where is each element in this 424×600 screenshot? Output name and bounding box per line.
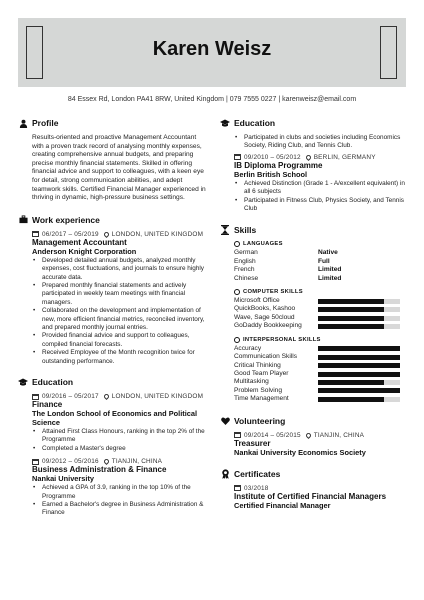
education-bullets [32, 428, 206, 453]
contact-line: 84 Essex Rd, London PA41 8RW, United Kingdom | 079 7555 0227 | karenweisz@email.com [67, 96, 357, 103]
education-heading [18, 377, 206, 387]
education-meta [234, 154, 408, 161]
language-level: Full [318, 257, 330, 265]
work-title: Work experience [32, 214, 100, 225]
volunteering-entry [220, 432, 408, 457]
frame-line [380, 26, 396, 27]
skill-level-fill [318, 307, 384, 312]
volunteering-location: TIANJIN, CHINA [313, 431, 365, 439]
profile-title: Profile [32, 118, 59, 128]
volunteering-dates: 09/2014 – 05/2015 [244, 431, 301, 439]
skills-title: Skills [234, 225, 257, 236]
skill-level-bar [318, 355, 400, 360]
skill-name: QuickBooks, Kashoo [234, 305, 296, 313]
education-school: The London School of Economics and Political Science [32, 409, 198, 428]
skill-level-fill [318, 346, 400, 351]
skill-row [234, 345, 408, 353]
language-level: Limited [318, 274, 342, 282]
education-dates: 09/2016 – 05/2017 [42, 393, 99, 401]
education-school: Berlin British School [234, 169, 308, 179]
briefcase-icon [18, 215, 28, 225]
skill-level-bar [318, 346, 400, 351]
work-meta [32, 231, 206, 238]
work-heading [18, 215, 206, 225]
skill-row [234, 387, 408, 395]
education-degree: IB Diploma Programme [234, 160, 323, 170]
skill-level-bar [318, 372, 400, 377]
language-name: German [234, 249, 258, 257]
skill-level-fill [318, 324, 384, 329]
education-location: LONDON, UNITED KINGDOM [111, 393, 204, 401]
skill-row [234, 395, 408, 403]
calendar-icon [234, 485, 241, 491]
skills-heading [220, 225, 408, 235]
skill-level-fill [318, 299, 384, 304]
skill-name: Accuracy [234, 344, 262, 352]
work-role: Management Accountant [32, 237, 127, 247]
graduation-cap-icon [220, 118, 230, 128]
language-name: French [234, 266, 255, 274]
volunteering-title: Volunteering [234, 415, 286, 426]
education-section-continued [220, 118, 408, 213]
skill-level-fill [318, 372, 400, 377]
list-item: • Participated in Fitness Club, Physics Society, and Tennis Club [234, 197, 408, 214]
right-column [220, 118, 408, 510]
language-row [234, 275, 408, 283]
education-location: BERLIN, GERMANY [313, 153, 376, 161]
education-entry [18, 393, 206, 453]
calendar-icon [234, 432, 241, 438]
calendar-icon [32, 394, 39, 400]
skill-row [234, 305, 408, 313]
computer-skills-title: COMPUTER SKILLS [243, 289, 303, 296]
skills-section [220, 225, 408, 403]
volunteering-heading [220, 416, 408, 426]
skill-level-bar [318, 299, 400, 304]
list-item: • Earned a Bachelor's degree in Business Administration & Finance [32, 501, 206, 518]
language-name: Chinese [234, 274, 259, 282]
skill-level-bar [318, 380, 400, 385]
list-item: • Provided financial advice and support to colleagues, compiled financial forecasts. [32, 332, 206, 349]
skill-name: Critical Thinking [234, 361, 281, 369]
education-title: Education [32, 377, 74, 388]
education-title: Education [234, 118, 276, 128]
profile-heading [18, 118, 206, 128]
list-item: • Collaborated on the development and implementation of new, more efficient financial metrics, reconciled inventory, and prepared monthly journal entries. [32, 307, 206, 332]
skill-level-fill [318, 363, 400, 368]
skill-level-fill [318, 355, 400, 360]
skill-level-bar [318, 307, 400, 312]
location-icon [305, 154, 312, 161]
skill-name: Good Team Player [234, 369, 289, 377]
left-column [18, 118, 206, 518]
skill-level-fill [318, 316, 384, 321]
volunteering-section [220, 416, 408, 457]
list-item: • Completed a Master's degree [32, 445, 206, 453]
skill-row [234, 370, 408, 378]
heart-icon [220, 416, 230, 426]
list-item: • Prepared monthly financial statements and actively participated in weekly team meetings with financial managers. [32, 282, 206, 307]
location-icon [103, 393, 110, 400]
list-item: • Developed detailed annual budgets, analyzed monthly expenses, cost fluctuations, and journals to ensure highly accurate data. [32, 257, 206, 282]
skill-row [234, 378, 408, 386]
skill-name: GoDaddy Bookkeeping [234, 322, 302, 330]
skill-name: Wave, Sage 50cloud [234, 313, 295, 321]
education-location: TIANJIN, CHINA [111, 458, 163, 466]
education-entry [220, 134, 408, 213]
calendar-icon [32, 231, 39, 237]
education-school: Nankai University [32, 474, 95, 484]
education-degree: Business Administration & Finance [32, 465, 167, 475]
work-dates: 06/2017 – 05/2019 [42, 230, 99, 238]
languages-title: LANGUAGES [243, 241, 283, 248]
language-level: Native [318, 249, 338, 257]
skill-level-bar [318, 388, 400, 393]
volunteering-role: Treasurer [234, 438, 271, 448]
volunteering-meta [234, 432, 408, 439]
computer-skills-list [234, 297, 408, 331]
skill-name: Communication Skills [234, 353, 298, 361]
skill-name: Time Management [234, 395, 289, 403]
circle-icon [234, 241, 240, 247]
skill-level-bar [318, 397, 400, 402]
skill-row [234, 297, 408, 305]
languages-heading [234, 241, 408, 247]
award-icon [220, 469, 230, 479]
language-row [234, 249, 408, 257]
education-dates: 09/2010 – 05/2012 [244, 153, 301, 161]
education-bullets [234, 180, 408, 214]
frame-line [26, 26, 42, 27]
education-section [18, 377, 206, 518]
list-item: • Attained First Class Honours, ranking in the top 2% of the Programme [32, 428, 206, 445]
candidate-name: Karen Weisz [152, 38, 272, 60]
education-dates: 09/2012 – 05/2016 [42, 458, 99, 466]
list-item: • Participated in clubs and societies including Economics Society, Riding Club, and Tennis Club. [234, 134, 408, 151]
skill-row [234, 362, 408, 370]
profile-section [18, 118, 206, 203]
certificate-title: Certified Financial Manager [234, 500, 331, 510]
circle-icon [234, 289, 240, 295]
language-name: English [234, 257, 256, 265]
skill-level-bar [318, 363, 400, 368]
language-row [234, 258, 408, 266]
computer-skills-heading [234, 289, 408, 295]
education-meta [32, 393, 206, 400]
education-heading [220, 118, 408, 128]
skill-level-fill [318, 388, 400, 393]
work-bullets [32, 257, 206, 366]
person-icon [18, 118, 28, 128]
language-level: Limited [318, 266, 342, 274]
skill-row [234, 314, 408, 322]
work-entry [18, 231, 206, 366]
graduation-cap-icon [18, 377, 28, 387]
frame-line [26, 78, 42, 79]
skill-level-bar [318, 324, 400, 329]
work-org: Anderson Knight Corporation [32, 246, 137, 256]
location-icon [305, 431, 312, 438]
volunteering-org: Nankai University Economics Society [234, 447, 366, 457]
education-bullets [32, 484, 206, 518]
profile-text: Results-oriented and proactive Management Accountant with a proven track record of analysing monthly expenses, creating comprehensive annual budgets, and preparing precise monthly financial statements. Skilled in offering financial advice and support to colleagues, with a keen eye for detail, strong communication abilities, and adept teamwork skills. Certified Financial Manager experienced in thriving in dynamic, high-pressure business settings. [32, 134, 206, 202]
calendar-icon [32, 459, 39, 465]
work-location: LONDON, UNITED KINGDOM [111, 230, 204, 238]
certificate-meta [234, 485, 408, 492]
skills-body [220, 241, 408, 403]
skill-row [234, 322, 408, 330]
list-item: • Received Employee of the Month recognition twice for outstanding performance. [32, 349, 206, 366]
interpersonal-skills-title: INTERPERSONAL SKILLS [243, 336, 321, 343]
circle-icon [234, 337, 240, 343]
list-item: • Achieved a GPA of 3.9, ranking in the top 10% of the Programme [32, 484, 206, 501]
education-meta [32, 458, 206, 465]
location-icon [103, 458, 110, 465]
hourglass-icon [220, 225, 230, 235]
skill-name: Problem Solving [234, 386, 283, 394]
work-section [18, 215, 206, 366]
education-degree: Finance [32, 400, 63, 410]
certificate-date: 03/2018 [244, 484, 269, 492]
list-item: • Achieved Distinction (Grade 1 - A/excellent equivalent) in all 6 subjects [234, 180, 408, 197]
education-bullets [234, 134, 408, 151]
skill-level-bar [318, 316, 400, 321]
header-banner [18, 18, 406, 87]
certificates-heading [220, 469, 408, 479]
certificates-title: Certificates [234, 468, 281, 479]
certificate-entry [220, 485, 408, 510]
skill-level-fill [318, 397, 384, 402]
location-icon [103, 231, 110, 238]
interpersonal-skills-heading [234, 337, 408, 343]
calendar-icon [234, 154, 241, 160]
frame-line [380, 78, 396, 79]
skill-name: Multitasking [234, 378, 269, 386]
certificate-name: Institute of Certified Financial Managers [234, 491, 387, 501]
education-entry [18, 458, 206, 518]
language-row [234, 266, 408, 274]
interpersonal-skills-list [234, 345, 408, 404]
certificates-section [220, 469, 408, 510]
skill-row [234, 353, 408, 361]
skill-name: Microsoft Office [234, 297, 280, 305]
skill-level-fill [318, 380, 384, 385]
